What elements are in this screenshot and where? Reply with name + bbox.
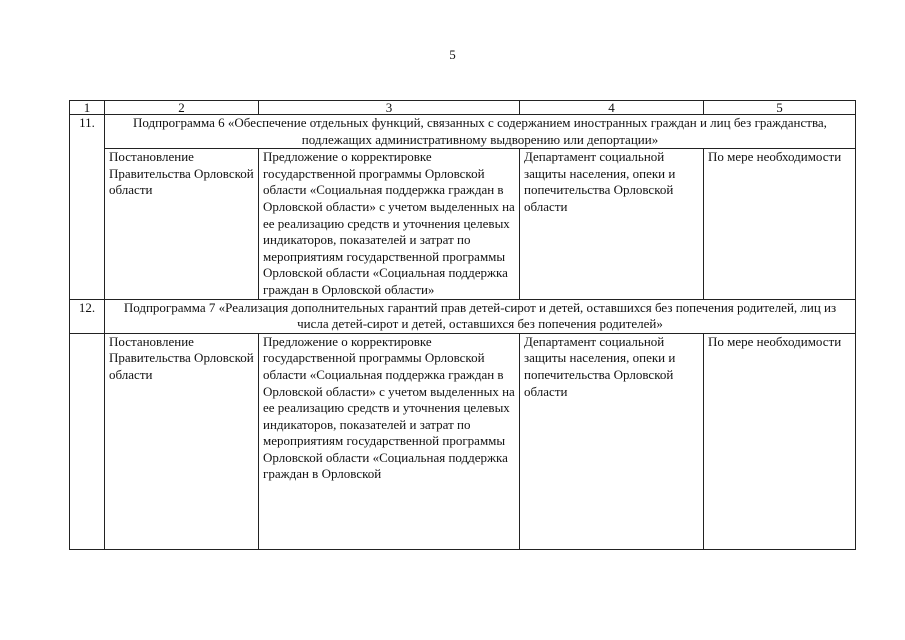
content-cell: Предложение о корректировке государственной программы Орловской области «Социальная поддержка граждан в Орловской области» с учетом выделенных на ее реализацию средств и уточнения целевых индикаторов, показателей и затрат по мероприятиям государственной программы Орловской области «Социальная поддержка граждан в Орловской <box>259 333 520 549</box>
table-row <box>70 149 856 299</box>
document-type-cell: Постановление Правительства Орловской области <box>105 149 259 299</box>
row-number: 12. <box>70 299 105 333</box>
responsible-cell: Департамент социальной защиты населения, опеки и попечительства Орловской области <box>520 149 704 299</box>
column-header: 5 <box>704 101 856 115</box>
subprogram-title: Подпрограмма 7 «Реализация дополнительных гарантий прав детей-сирот и детей, оставшихся без попечения родителей, лиц из числа детей-сирот и детей, оставшихся без попечения родителей» <box>105 299 856 333</box>
page-number: 5 <box>449 47 456 62</box>
plan-table <box>69 100 856 550</box>
subprogram-title-row <box>70 299 856 333</box>
row-number: 11. <box>70 115 105 300</box>
content-cell: Предложение о корректировке государственной программы Орловской области «Социальная поддержка граждан в Орловской области» с учетом выделенных на ее реализацию средств и уточнения целевых индикаторов, показателей и затрат по мероприятиям государственной программы Орловской области «Социальная поддержка граждан в Орловской области» <box>259 149 520 299</box>
column-header: 1 <box>70 101 105 115</box>
deadline-cell: По мере необходимости <box>704 149 856 299</box>
document-type-cell: Постановление Правительства Орловской области <box>105 333 259 549</box>
table-header-row <box>70 101 856 115</box>
responsible-cell: Департамент социальной защиты населения, опеки и попечительства Орловской области <box>520 333 704 549</box>
empty-cell <box>70 333 105 549</box>
deadline-cell: По мере необходимости <box>704 333 856 549</box>
column-header: 2 <box>105 101 259 115</box>
column-header: 4 <box>520 101 704 115</box>
column-header: 3 <box>259 101 520 115</box>
subprogram-title: Подпрограмма 6 «Обеспечение отдельных функций, связанных с содержанием иностранных граждан и лиц без гражданства, подлежащих административному выдворению или депортации» <box>105 115 856 149</box>
table-row <box>70 333 856 549</box>
subprogram-title-row <box>70 115 856 149</box>
